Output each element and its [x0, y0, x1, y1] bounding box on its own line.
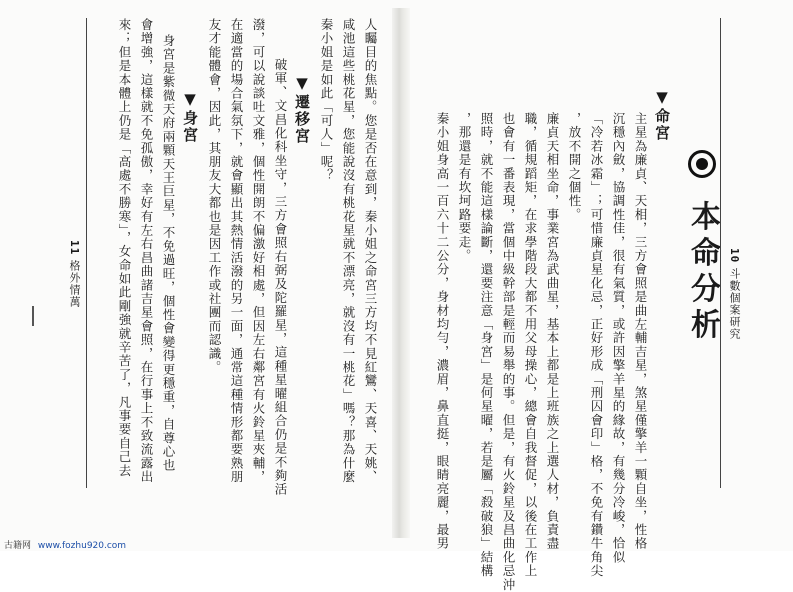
text-column: 「冷若冰霜」；可惜廉貞星化忌，正好形成「刑囚會印」格，不免有鑽牛角尖: [589, 112, 604, 578]
running-head-text: 斗數個案研究: [728, 267, 741, 340]
text-column: 身宮是紫微天府兩顆天王巨星，不免過旺，個性會變得更穩重，自尊心也: [161, 34, 176, 473]
text-column: 咸池這些桃花星，您能說沒有桃花星就不漂亮，就沒有一桃花」嗎？那為什麼: [341, 18, 356, 484]
page-number: 10: [728, 248, 741, 264]
bullet-circle-icon: [688, 150, 716, 178]
text-column: ，那還是有坎坷路要走。: [457, 112, 472, 263]
section-heading-body-palace: ▼身宮: [181, 90, 199, 144]
text-column: 來；但是本體上仍是「高處不勝寒」，女命如此剛強就辛苦了，凡事要自己去: [117, 18, 132, 478]
margin-rule: [720, 18, 721, 488]
text-column: 沉穩內斂，協調性佳，很有氣質，或許因擎羊星的緣故，有幾分冷峻，恰似: [611, 112, 626, 565]
text-column: 秦小姐身高一百六十二公分，身材均勻，濃眉，鼻直挺，眼睛亮麗，最男: [435, 112, 450, 551]
text-column: 主星為廉貞、天相，三方會照是曲左輔吉星，煞星僅擎羊一顆自坐，性格: [633, 112, 648, 551]
section-heading-life-palace: ▼命宮: [653, 88, 671, 142]
left-page: [62, 18, 386, 523]
section-heading-migration-palace: ▼遷移宮: [293, 74, 311, 145]
text-column: 也會有一番表現，當個中級幹部是輕而易舉的事。但是，有火鈴星及昌曲化忌沖: [501, 112, 516, 592]
text-column: 職，循規蹈矩，在求學階段大都不用父母操心，總會自我督促，以後在工作上: [523, 112, 538, 578]
running-head: [66, 240, 82, 308]
text-column: 破軍、文昌化科坐守，三方會照右弼及陀羅星，這種星曜組合仍是不夠活: [273, 58, 288, 497]
text-column: ，放不開之個性。: [567, 112, 582, 222]
text-column: 友才能體會，因此，其朋友大都也是因工作或社團而認識。: [207, 18, 222, 375]
text-column: 在適當的場合氣氛下，就會顯出其熱情活潑的另一面，通常這種情形都要熟朋: [229, 18, 244, 484]
running-head-text: 格外情萬: [68, 259, 81, 308]
site-name: 古籍网: [4, 541, 32, 551]
text-column: 廉貞天相坐命，事業宮為武曲星，基本上都是上班族之上選人材，負責盡: [545, 112, 560, 551]
book-gutter: [392, 8, 410, 538]
running-head: [726, 248, 742, 340]
site-url[interactable]: www.fozhu920.com: [37, 541, 127, 551]
footer-watermark: [4, 538, 126, 551]
text-column: 秦小姐是如此「可人」呢？: [319, 18, 334, 183]
right-page: [418, 18, 758, 592]
text-column: 人矚目的焦點。您是否在意到，秦小姐之命宮三方均不見紅鸞、天喜、天姚、: [363, 18, 378, 484]
margin-tick: [32, 306, 34, 326]
margin-rule: [86, 18, 87, 488]
page-number: 11: [68, 240, 81, 256]
text-column: 潑，可以說談吐文雅，個性開朗不偏激好相處，但因左右鄰宮有火鈴星夾輔，: [251, 18, 266, 484]
chapter-title: [680, 150, 724, 344]
chapter-title-text: 本命分析: [685, 200, 720, 345]
text-column: 會增強，這樣就不免孤傲，幸好有左右昌曲諸吉星會照，在行事上不致流露出: [139, 18, 154, 484]
text-column: 照時，就不能這樣論斷，還要注意「身宮」是何星曜，若是屬「殺破狼」結構: [479, 112, 494, 578]
